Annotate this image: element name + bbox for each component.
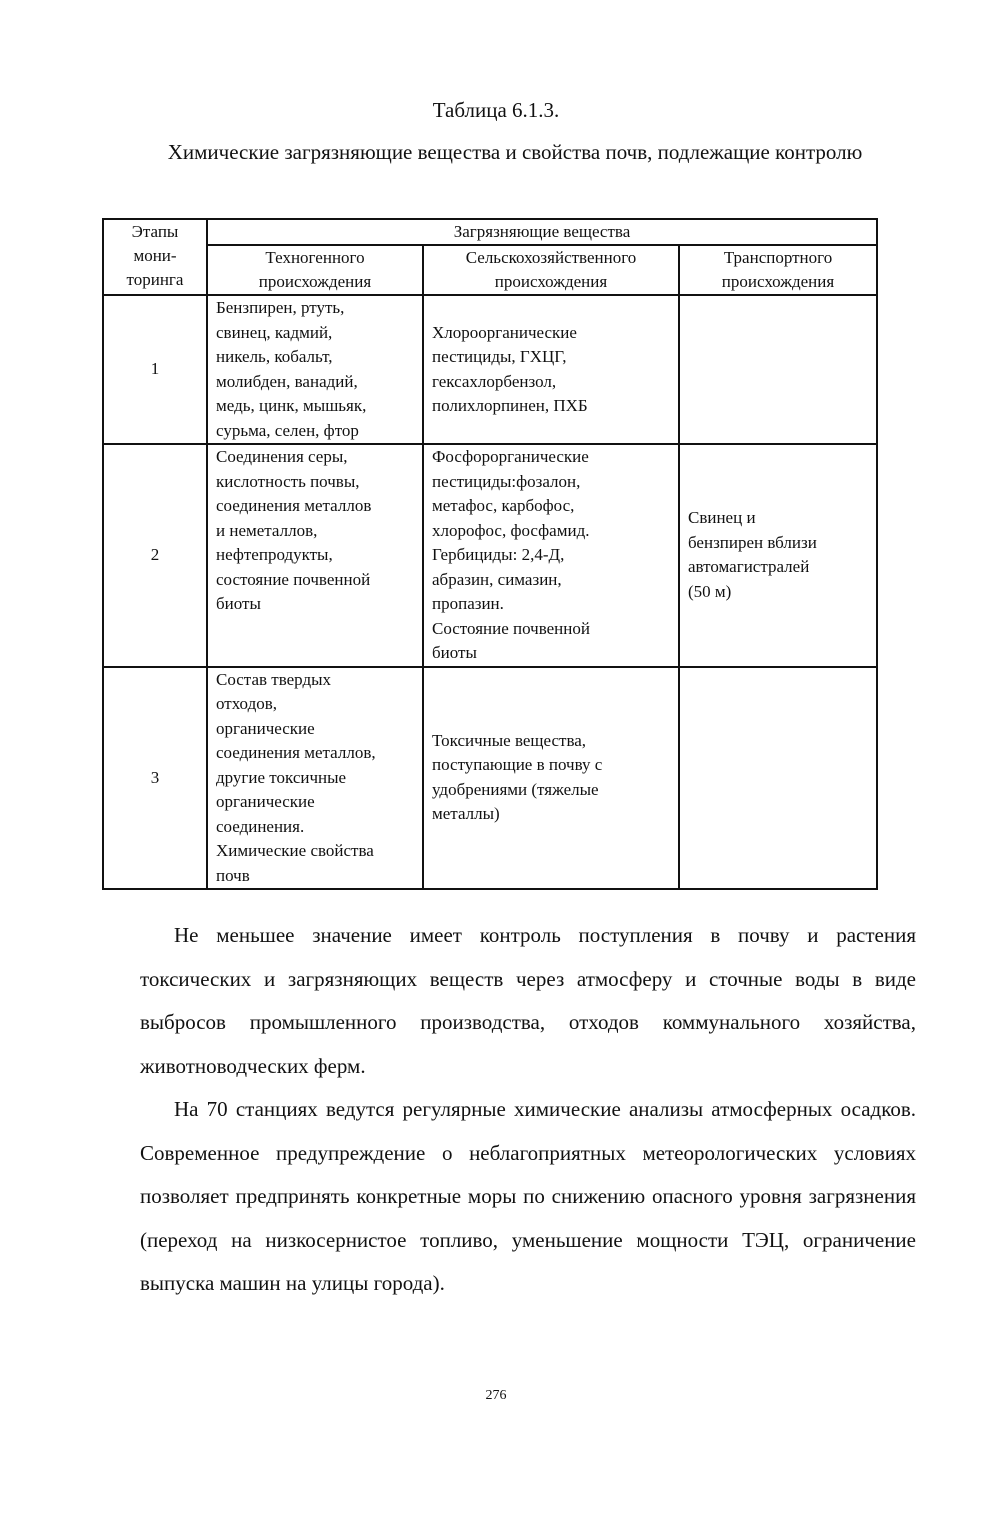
- table-row: [103, 667, 877, 890]
- cell-line: пестициды, ГХЦГ,: [432, 347, 567, 366]
- table-row: [103, 444, 877, 667]
- cell-line: сурьма, селен, фтор: [216, 420, 359, 440]
- cell-line: торинга: [126, 270, 184, 289]
- agricultural-cell: [423, 295, 679, 444]
- agricultural-cell: [423, 667, 679, 890]
- technogenic-cell: [207, 295, 423, 444]
- cell-line: Бензпирен, ртуть,: [216, 298, 345, 317]
- header-transport: [679, 245, 877, 295]
- cell-line: Транспортного: [723, 248, 833, 267]
- cell-line: медь, цинк, мышьяк,: [216, 396, 367, 415]
- cell-line: метафос, карбофос,: [432, 496, 575, 515]
- stage-cell: 3: [103, 667, 207, 890]
- cell-line: гексахлорбензол,: [432, 371, 557, 391]
- cell-line: Свинец и: [688, 508, 756, 528]
- technogenic-cell: [207, 667, 423, 890]
- header-technogenic: [207, 245, 423, 295]
- cell-line: биоты: [432, 643, 477, 662]
- cell-line: и неметаллов,: [216, 520, 318, 540]
- stage-cell: 2: [103, 444, 207, 667]
- cell-line: состояние почвенной: [216, 569, 371, 589]
- body-text: [140, 914, 916, 1306]
- cell-line: металлы): [432, 804, 500, 824]
- table-row: [103, 295, 877, 444]
- agricultural-cell: [423, 444, 679, 667]
- cell-line: хлорофос, фосфамид.: [432, 520, 590, 540]
- cell-line: соединения металлов,: [216, 743, 376, 762]
- pollutants-table: [102, 218, 878, 890]
- cell-line: соединения металлов: [216, 496, 372, 515]
- paragraph: На 70 станциях ведутся регулярные химические анализы атмосферных осадков. Современное предупреждение о неблагоприятных метеорологических условиях позволяет предпринять конкретные моры по снижению опасного уровня загрязнения (переход на низкосернистое топливо, уменьшение мощности ТЭЦ, ограничение выпуска машин на улицы города).: [140, 1097, 916, 1295]
- table-caption: Таблица 6.1.3.: [432, 98, 560, 122]
- cell-line: пропазин.: [432, 594, 504, 613]
- cell-line: происхождения: [494, 272, 608, 291]
- cell-line: автомагистралей: [688, 557, 810, 577]
- cell-line: органические: [216, 718, 315, 738]
- cell-line: мони-: [133, 246, 177, 265]
- cell-line: никель, кобальт,: [216, 347, 333, 366]
- header-agricultural: [423, 245, 679, 295]
- cell-line: молибден, ванадий,: [216, 371, 358, 391]
- cell-line: кислотность почвы,: [216, 471, 360, 491]
- cell-line: Токсичные вещества,: [432, 730, 587, 750]
- cell-line: абразин, симазин,: [432, 569, 562, 589]
- cell-line: почв: [216, 865, 250, 885]
- cell-line: Химические свойства: [216, 841, 374, 860]
- transport-cell: [679, 667, 877, 890]
- cell-line: биоты: [216, 594, 261, 613]
- cell-line: Техногенного: [265, 248, 365, 267]
- cell-line: Фосфорорганические: [432, 447, 589, 466]
- header-stage: [103, 219, 207, 295]
- page-number: 276: [485, 1388, 507, 1403]
- header-pollutants-group: Загрязняющие вещества: [207, 219, 877, 245]
- table-title: Химические загрязняющие вещества и свойства почв, подлежащие контролю: [167, 140, 863, 164]
- cell-line: нефтепродукты,: [216, 545, 333, 564]
- cell-line: другие токсичные: [216, 767, 347, 787]
- cell-line: пестициды:фозалон,: [432, 471, 581, 491]
- paragraph: Не меньшее значение имеет контроль поступления в почву и растения токсических и загрязняющих веществ через атмосферу и сточные воды в виде выбросов промышленного производства, отходов коммунального хозяйства, животноводческих ферм.: [140, 923, 916, 1078]
- cell-line: удобрениями (тяжелые: [432, 779, 599, 799]
- cell-line: отходов,: [216, 694, 277, 713]
- cell-line: свинец, кадмий,: [216, 322, 333, 342]
- cell-line: Состояние почвенной: [432, 618, 590, 638]
- stage-cell: 1: [103, 295, 207, 444]
- transport-cell: [679, 295, 877, 444]
- cell-line: поступающие в почву с: [432, 755, 603, 775]
- cell-line: Сельскохозяйственного: [465, 248, 637, 267]
- cell-line: бензпирен вблизи: [688, 532, 817, 552]
- cell-line: Этапы: [131, 222, 179, 241]
- cell-line: Хлороорганические: [432, 322, 577, 342]
- cell-line: полихлорпинен, ПХБ: [432, 396, 588, 415]
- cell-line: органические: [216, 792, 315, 811]
- cell-line: соединения.: [216, 816, 305, 836]
- cell-line: (50 м): [688, 581, 732, 601]
- cell-line: Соединения серы,: [216, 447, 348, 466]
- cell-line: Состав твердых: [216, 669, 332, 689]
- transport-cell: [679, 444, 877, 667]
- cell-line: происхождения: [258, 272, 372, 291]
- cell-line: происхождения: [721, 272, 835, 291]
- cell-line: Гербициды: 2,4-Д,: [432, 545, 565, 564]
- technogenic-cell: [207, 444, 423, 667]
